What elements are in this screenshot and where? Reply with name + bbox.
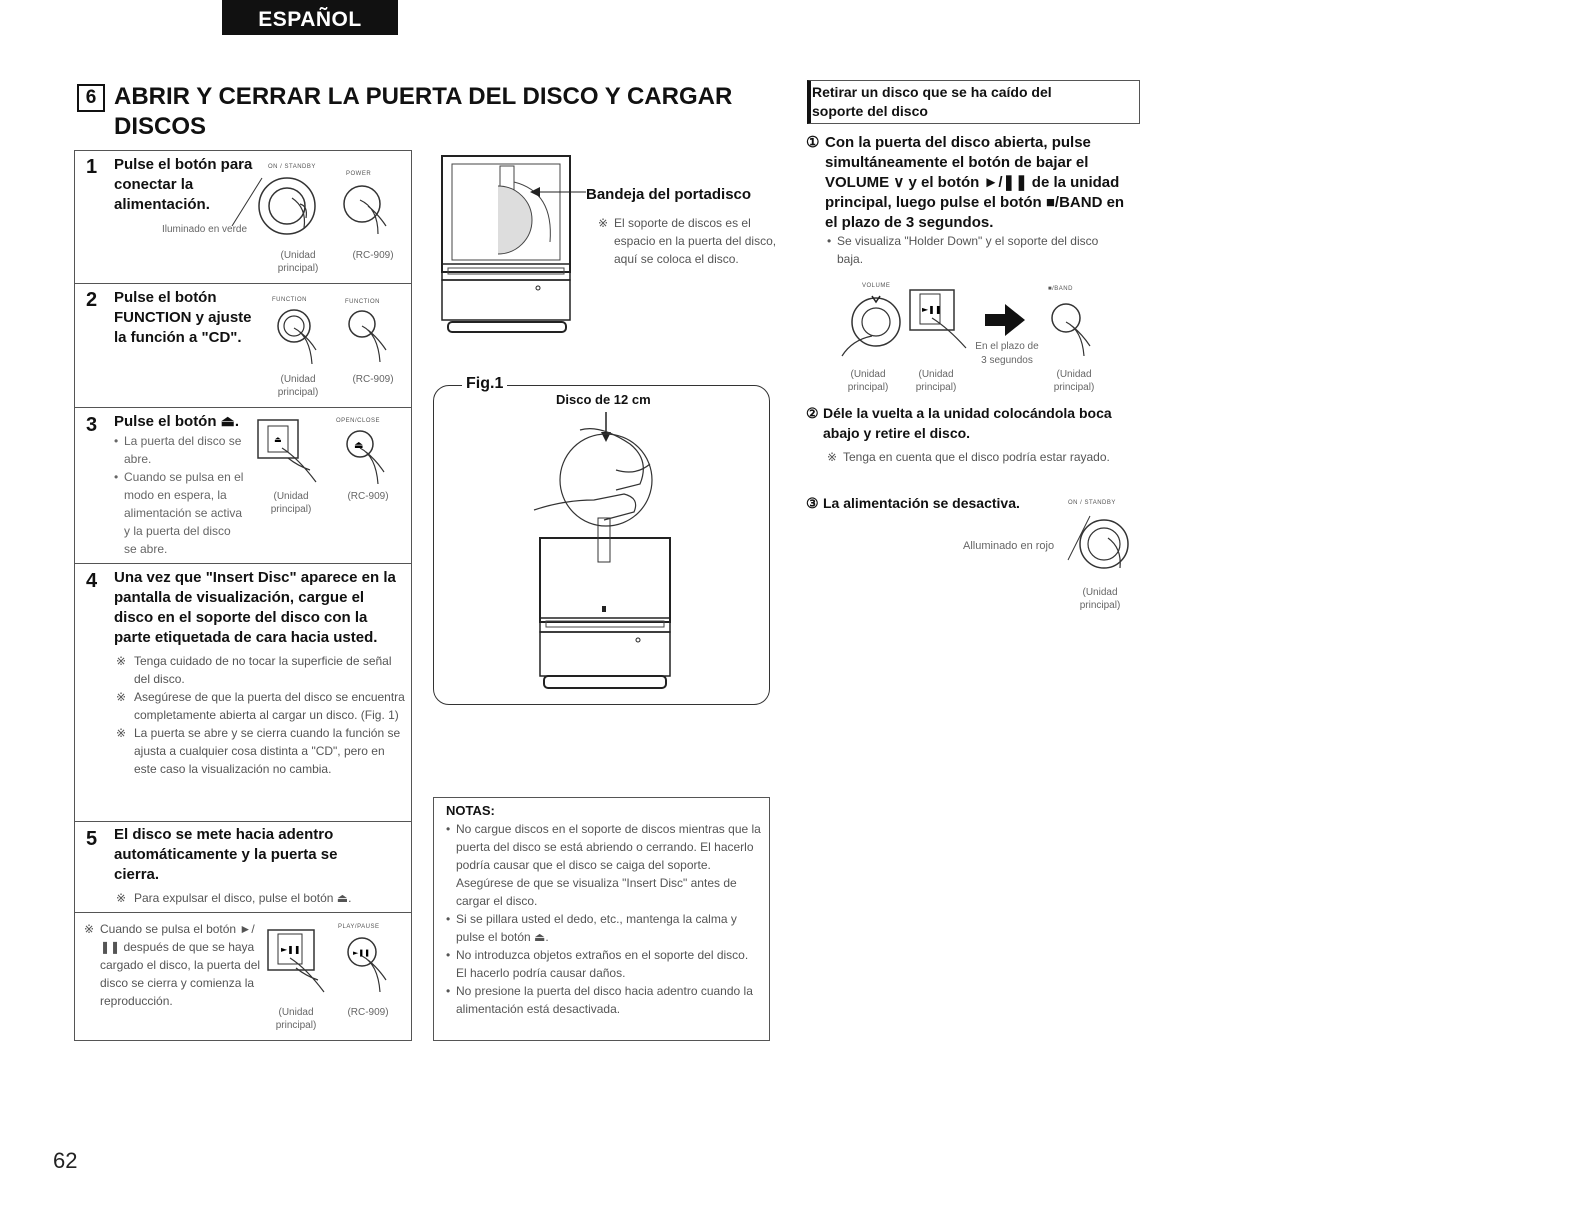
step-5-note: ※ Para expulsar el disco, pulse el botón ⏏. [116,891,352,905]
function-button-remote-icon [342,306,402,370]
svg-text:►❚❚: ►❚❚ [281,945,301,954]
step-2-number: 2 [86,289,98,311]
page-number: 62 [53,1148,78,1173]
step-r2-number: ② [806,405,819,421]
step-r3-text: La alimentación se desactiva. [823,495,1020,511]
step-1-remote-caption: (RC-909) [352,250,394,261]
step-1-note: Iluminado en verde [162,224,248,235]
play-pause-label: PLAY/PAUSE [338,924,380,930]
r1-unit-caption: (Unidad principal) [847,369,889,393]
step-3-text: Pulse el botón ⏏. [114,413,240,430]
step-3-unit-caption: (Unidad principal) [270,491,312,515]
play-unit-caption: (Unidad principal) [275,1007,317,1031]
function-label-remote: FUNCTION [345,299,380,305]
notes-list [446,820,762,1018]
svg-text:►❚❚: ►❚❚ [922,305,942,314]
step-1-text: Pulse el botón para conectar la alimentación. [114,156,253,213]
standby-button-icon [1060,510,1140,580]
page-title: ABRIR Y CERRAR LA PUERTA DEL DISCO Y CARGAR DISCOS [114,83,733,140]
r1-unit-caption-2: (Unidad principal) [915,369,957,393]
section-number: 6 [77,84,105,112]
step-r2-note: ※ Tenga en cuenta que el disco podría estar rayado. [827,450,1110,464]
step-4-note: ※ Tenga cuidado de no tocar la superficie de señal del disco. [116,654,392,686]
step-5-number: 5 [86,828,98,850]
svg-text:⏏: ⏏ [354,440,364,451]
function-label-unit: FUNCTION [272,297,307,303]
within-3-seconds: En el plazo de 3 segundos [975,341,1039,366]
step-r1-number: ① [806,134,820,151]
step-r1-bullet: • Se visualiza "Holder Down" y el soporte del disco baja. [827,232,1119,268]
step-3-bullet: • La puerta del disco se abre. [114,432,244,468]
disc-tray-illustration [438,152,588,348]
fig1-label: Fig.1 [462,375,507,393]
step-2-unit-caption: (Unidad principal) [277,374,319,398]
step-1-number: 1 [86,156,98,178]
power-button-remote-icon [340,180,400,240]
svg-text:►❚❚: ►❚❚ [353,949,371,957]
step-5-text: El disco se mete hacia adentro automáticamente y la puerta se cierra. [114,826,338,883]
step-2-remote-caption: (RC-909) [352,374,394,385]
fig1-caption: Disco de 12 cm [556,392,651,407]
arrow-right-icon [985,302,1027,338]
step-4-note: ※ Asegúrese de que la puerta del disco se encuentra completamente abierta al cargar un disco. (Fig. 1) [116,690,405,722]
r1-unit-caption-3: (Unidad principal) [1053,369,1095,393]
r3-on-standby-label: ON / STANDBY [1068,500,1116,506]
step-r2-text: Déle la vuelta a la unidad colocándola boca abajo y retire el disco. [823,405,1112,441]
step-4-text: Una vez que "Insert Disc" aparece en la pantalla de visualización, cargue el disco en el soporte del disco con la parte etiquetada de cara hacia usted. [114,569,396,646]
play-remote-caption: (RC-909) [347,1007,389,1018]
notes-item: • No presione la puerta del disco hacia adentro cuando la alimentación está desactivada. [446,982,762,1018]
step-4-number: 4 [86,570,98,592]
step-r3-number: ③ [806,495,819,511]
disc-tray-label: Bandeja del portadisco [586,186,752,203]
disc-loading-illustration [520,410,680,694]
notes-item: • Si se pillara usted el dedo, etc., mantenga la calma y pulse el botón ⏏. [446,910,762,946]
disc-tray-note: ※ El soporte de discos es el espacio en la puerta del disco, aquí se coloca el disco. [598,216,777,266]
svg-text:⏏: ⏏ [274,435,282,444]
play-pause-unit-icon [908,288,978,358]
volume-label: VOLUME [862,283,891,289]
power-label: POWER [346,171,372,177]
band-button-icon [1046,300,1106,360]
step-1-unit-caption: (Unidad principal) [277,250,319,274]
r3-unit-caption: (Unidad principal) [1079,587,1121,611]
step-4-note: ※ La puerta se abre y se cierra cuando la función se ajusta a cualquier cosa distinta a "CD", pero en este caso la visualización no cambia. [116,726,401,776]
power-button-unit-icon [232,168,332,238]
play-note: ※ Cuando se pulsa el botón ►/❚❚ después de que se haya cargado el disco, la puerta del disco se cierra y comienza la reproducción. [84,922,261,1008]
step-3-bullet: • Cuando se pulsa en el modo en espera, la alimentación se activa y la puerta del disco se abre. [114,468,244,558]
band-label: ■/BAND [1048,286,1073,292]
step-3-bullets [114,432,244,558]
r3-lit-note: Alluminado en rojo [963,540,1055,552]
eject-button-remote-icon [340,426,400,490]
step-4-notes [116,652,406,778]
step-3-number: 3 [86,414,98,436]
volume-button-icon [842,292,912,362]
step-3-remote-caption: (RC-909) [347,491,389,502]
play-button-remote-icon [342,934,402,998]
retrieve-disc-title: Retirar un disco que se ha caído del soporte del disco [812,84,1052,119]
open-close-label: OPEN/CLOSE [336,418,381,424]
on-standby-label: ON / STANDBY [268,164,316,170]
play-button-unit-icon [266,928,336,998]
step-r1-text: Con la puerta del disco abierta, pulse simultáneamente el botón de bajar el VOLUME ∨ y el botón ►/❚❚ de la unidad principal, luego pulse el botón ■/BAND en el plazo de 3 segundos. [825,134,1125,231]
notes-item: • No cargue discos en el soporte de discos mientras que la puerta del disco se está abriendo o cerrando. El hacerlo podría causar que el disco se caiga del soporte. Asegúrese de que se visualiza "Insert Disc" antes de cargar el disco. [446,820,762,910]
eject-button-unit-icon [256,418,326,488]
function-button-unit-icon [272,306,332,370]
notes-title: NOTAS: [446,803,495,818]
language-tab: ESPAÑOL [222,0,398,35]
step-2-text: Pulse el botón FUNCTION y ajuste la función a "CD". [114,289,252,346]
notes-item: • No introduzca objetos extraños en el soporte del disco. El hacerlo podría causar daños. [446,946,762,982]
